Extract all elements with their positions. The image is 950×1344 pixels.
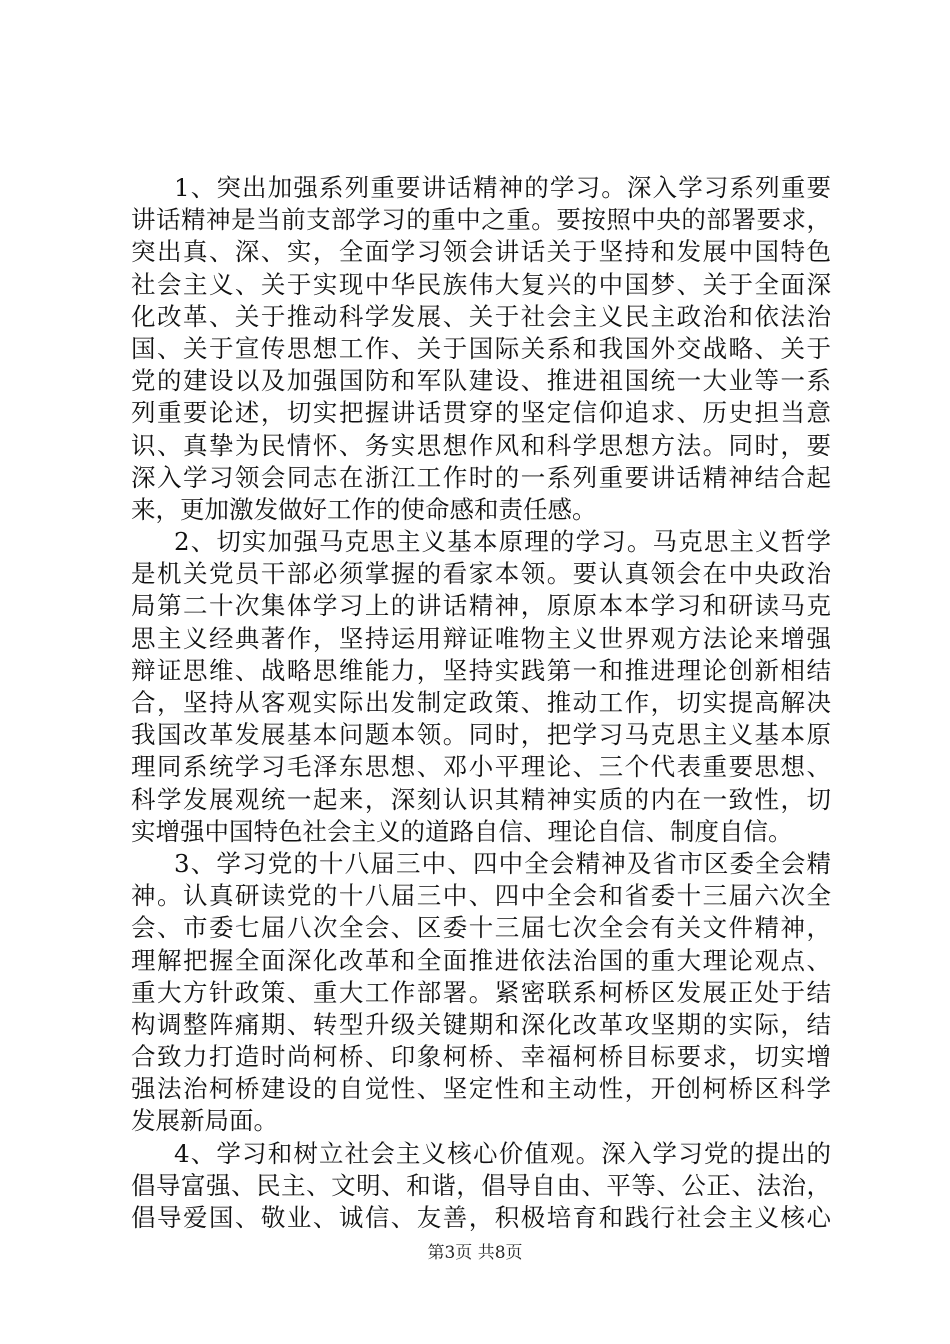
text-line: 重大方针政策、重大工作部署。紧密联系柯桥区发展正处于结	[131, 977, 831, 1007]
text-line: 2、切实加强马克思主义基本原理的学习。马克思主义哲学	[174, 527, 831, 557]
text-line: 理解把握全面深化改革和全面推进依法治国的重大理论观点、	[131, 945, 831, 975]
text-line: 是机关党员干部必须掌握的看家本领。要认真领会在中央政治	[131, 559, 831, 589]
document-body	[131, 172, 831, 1234]
text-line: 理同系统学习毛泽东思想、邓小平理论、三个代表重要思想、	[131, 752, 831, 782]
text-line: 构调整阵痛期、转型升级关键期和深化改革攻坚期的实际，结	[131, 1009, 831, 1039]
text-line: 我国改革发展基本问题本领。同时，把学习马克思主义基本原	[131, 720, 831, 750]
text-line: 思主义经典著作，坚持运用辩证唯物主义世界观方法论来增强	[131, 623, 831, 653]
text-line: 神。认真研读党的十八届三中、四中全会和省委十三届六次全	[131, 881, 831, 911]
text-line: 识、真挚为民情怀、务实思想作风和科学思想方法。同时，要	[131, 430, 831, 460]
page-footer: 第3页 共8页	[427, 1243, 523, 1263]
text-line: 发展新局面。	[131, 1106, 278, 1136]
text-line: 深入学习领会同志在浙江工作时的一系列重要讲话精神结合起	[131, 462, 831, 492]
text-line: 局第二十次集体学习上的讲话精神，原原本本学习和研读马克	[131, 591, 831, 621]
text-line: 倡导爱国、敬业、诚信、友善，积极培育和践行社会主义核心	[131, 1203, 831, 1232]
text-line: 社会主义、关于实现中华民族伟大复兴的中国梦、关于全面深	[131, 269, 831, 299]
paragraph	[131, 172, 831, 526]
text-line: 国、关于宣传思想工作、关于国际关系和我国外交战略、关于	[131, 333, 831, 363]
text-line: 辩证思维、战略思维能力，坚持实践第一和推进理论创新相结	[131, 655, 831, 685]
text-line: 化改革、关于推动科学发展、关于社会主义民主政治和依法治	[131, 301, 831, 331]
text-line: 4、学习和树立社会主义核心价值观。深入学习党的提出的	[174, 1138, 831, 1168]
text-line: 来，更加激发做好工作的使命感和责任感。	[131, 494, 597, 524]
text-line: 列重要论述，切实把握讲话贯穿的坚定信仰追求、历史担当意	[131, 398, 831, 428]
paragraph	[131, 848, 831, 1138]
text-line: 讲话精神是当前支部学习的重中之重。要按照中央的部署要求，	[131, 205, 831, 235]
text-line: 实增强中国特色社会主义的道路自信、理论自信、制度自信。	[131, 816, 793, 846]
text-line: 合致力打造时尚柯桥、印象柯桥、幸福柯桥目标要求，切实增	[131, 1042, 831, 1072]
text-line: 党的建设以及加强国防和军队建设、推进祖国统一大业等一系	[131, 366, 831, 396]
text-line: 3、学习党的十八届三中、四中全会精神及省市区委全会精	[174, 848, 831, 878]
text-line: 强法治柯桥建设的自觉性、坚定性和主动性，开创柯桥区科学	[131, 1074, 831, 1104]
text-line: 合，坚持从客观实际出发制定政策、推动工作，切实提高解决	[131, 688, 831, 717]
text-line: 会、市委七届八次全会、区委十三届七次全会有关文件精神，	[131, 913, 831, 943]
paragraph	[131, 526, 831, 848]
text-line: 科学发展观统一起来，深刻认识其精神实质的内在一致性，切	[131, 784, 831, 814]
paragraph	[131, 1138, 831, 1235]
text-line: 倡导富强、民主、文明、和谐，倡导自由、平等、公正、法治，	[131, 1170, 831, 1200]
text-line: 1、突出加强系列重要讲话精神的学习。深入学习系列重要	[174, 173, 831, 202]
text-line: 突出真、深、实，全面学习领会讲话关于坚持和发展中国特色	[131, 237, 831, 267]
